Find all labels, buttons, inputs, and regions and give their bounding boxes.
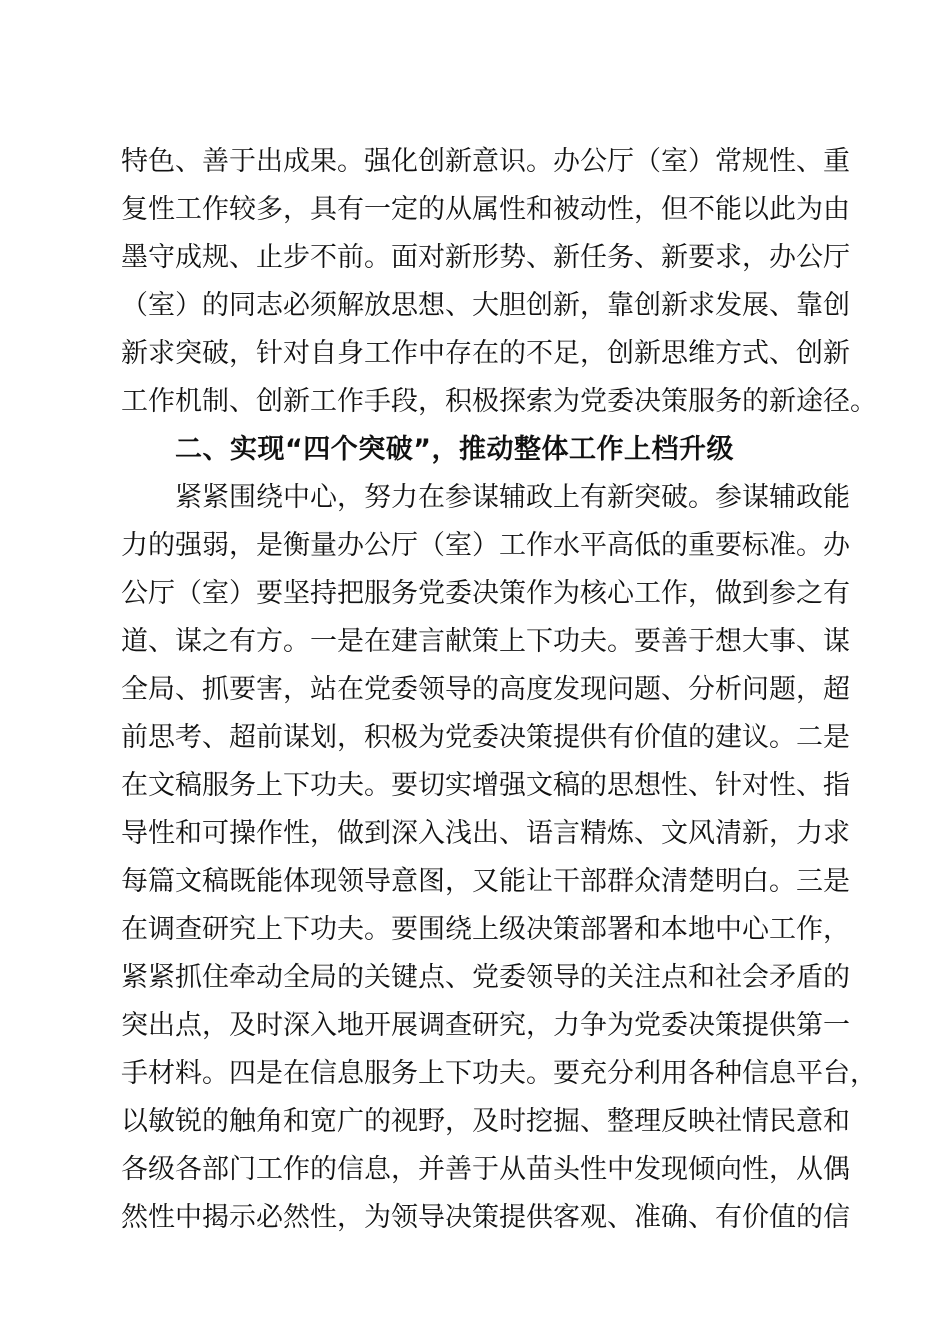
paragraph-line: 公厅（室）要坚持把服务党委决策作为核心工作，做到参之有 [121,578,850,609]
paragraph-line: 力的强弱，是衡量办公厅（室）工作水平高低的重要标准。办 [121,530,850,561]
paragraph-line: 各级各部门工作的信息，并善于从苗头性中发现倾向性，从偶 [121,1154,850,1185]
paragraph-line: 突出点，及时深入地开展调查研究，力争为党委决策提供第一 [121,1010,850,1041]
paragraph-line: 在文稿服务上下功夫。要切实增强文稿的思想性、针对性、指 [121,770,850,801]
paragraph-line: 手材料。四是在信息服务上下功夫。要充分利用各种信息平台， [121,1058,877,1089]
paragraph-line: 道、谋之有方。一是在建言献策上下功夫。要善于想大事、谋 [121,626,850,657]
paragraph-line: 以敏锐的触角和宽广的视野，及时挖掘、整理反映社情民意和 [121,1106,850,1137]
paragraph-line: 紧紧抓住牵动全局的关键点、党委领导的关注点和社会矛盾的 [121,962,850,993]
paragraph-line: 前思考、超前谋划，积极为党委决策提供有价值的建议。二是 [121,722,850,753]
paragraph-line: 新求突破，针对自身工作中存在的不足，创新思维方式、创新 [121,338,850,369]
paragraph-line: 在调查研究上下功夫。要围绕上级决策部署和本地中心工作， [121,914,850,945]
paragraph-line: 复性工作较多，具有一定的从属性和被动性，但不能以此为由 [121,194,850,225]
paragraph-line: 导性和可操作性，做到深入浅出、语言精炼、文风清新，力求 [121,818,850,849]
paragraph-line: 全局、抓要害，站在党委领导的高度发现问题、分析问题，超 [121,674,850,705]
paragraph-line: 然性中揭示必然性，为领导决策提供客观、准确、有价值的信 [121,1202,850,1233]
paragraph-line: 紧紧围绕中心，努力在参谋辅政上有新突破。参谋辅政能 [175,482,850,513]
section-heading: 二、实现“四个突破”，推动整体工作上档升级 [175,434,734,465]
paragraph-line: 墨守成规、止步不前。面对新形势、新任务、新要求，办公厅 [121,242,850,273]
paragraph-line: 每篇文稿既能体现领导意图，又能让干部群众清楚明白。三是 [121,866,850,897]
paragraph-line: 特色、善于出成果。强化创新意识。办公厅（室）常规性、重 [121,146,850,177]
paragraph-line: （室）的同志必须解放思想、大胆创新，靠创新求发展、靠创 [121,290,850,321]
paragraph-line: 工作机制、创新工作手段，积极探索为党委决策服务的新途径。 [121,386,877,417]
